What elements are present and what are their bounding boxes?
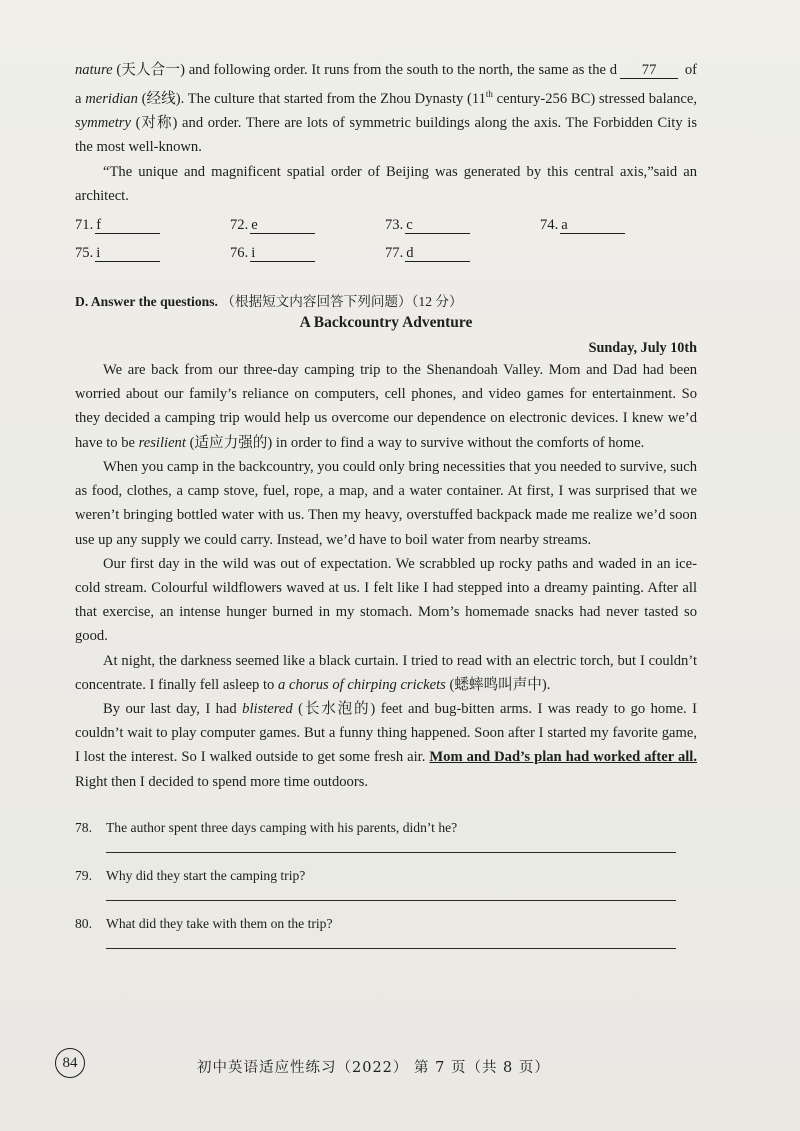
story-paragraph-3: Our first day in the wild was out of expectation. We scrabbled up rocky paths and waded in an ice-cold stream. Colourful wildflowers waved at us. I felt like I had stepped into a dreamy painting. After all that exercise, an intense hunger burned in my stomach. Mom’s homemade snacks had never tasted so good. bbox=[75, 555, 697, 645]
story-paragraph-1: We are back from our three-day camping trip to the Shenandoah Valley. Mom and Dad had been worried about our family’s reliance on computers, cell phones, and video games for entertainment. So they decided a camping trip would help us overcome our dependence on electronic devices. I knew we’d have to be resilient (适应力强的) in order to find a way to survive without the comforts of home. bbox=[75, 362, 697, 451]
question-78: 78. The author spent three days camping with his parents, didn’t he? bbox=[75, 819, 458, 835]
answer-71: 71. f bbox=[75, 217, 230, 234]
story-title: A Backcountry Adventure bbox=[299, 314, 473, 332]
story-date: Sunday, July 10th bbox=[588, 340, 697, 357]
question-80: 80. What did they take with them on the trip? bbox=[75, 915, 333, 931]
story-paragraph-2: When you camp in the backcountry, you could only bring necessities that you needed to survive, such as food, clothes, a camp stove, fuel, rope, a map, and a water container. At first, I was surprised that we weren’t bringing bottled water with us. Then my heavy, overstuffed backpack made me realize we’d soon use up any supply we could carry. Instead, we’d have to boil water from nearby streams. bbox=[75, 458, 698, 548]
answer-73: 73. c bbox=[385, 217, 540, 234]
question-79: 79. Why did they start the camping trip? bbox=[75, 867, 306, 883]
term-blistered: blistered bbox=[242, 700, 293, 717]
page-footer bbox=[55, 1048, 715, 1084]
answer-75: 75. i bbox=[75, 245, 230, 262]
term-chorus: a chorus of chirping crickets bbox=[278, 676, 446, 693]
passage-continuation: nature (天人合一) and following order. It runs from the south to the north, the same as the d 77 of a meridian (经线). The culture that started from the Zhou Dynasty (11th century-256 BC) stressed balance, symmetry (对称) and order. There are lots of symmetric buildings along the axis. The Forbidden City is the most well-known. bbox=[75, 62, 697, 156]
page-content bbox=[75, 58, 697, 949]
section-d-heading: D. Answer the questions. （根据短文内容回答下列问题）（12 分） bbox=[75, 294, 463, 310]
answer-line-79[interactable] bbox=[106, 900, 676, 901]
questions-block bbox=[75, 820, 697, 949]
footer-text: 初中英语适应性练习（2022） 第 7 页（共 8 页） bbox=[197, 1060, 550, 1076]
answer-74: 74. a bbox=[540, 217, 695, 234]
answer-row-2 bbox=[75, 245, 697, 262]
answer-76: 76. i bbox=[230, 245, 385, 262]
answer-line-80[interactable] bbox=[106, 948, 676, 949]
underlined-sentence: Mom and Dad’s plan had worked after all. bbox=[429, 749, 697, 766]
answer-line-78[interactable] bbox=[106, 852, 676, 853]
answer-row-1 bbox=[75, 217, 697, 234]
term-meridian: meridian bbox=[85, 91, 138, 108]
filled-blank-77: 77 bbox=[620, 62, 678, 79]
term-symmetry: symmetry bbox=[75, 115, 131, 132]
page-number-badge: 84 bbox=[55, 1048, 85, 1078]
passage-quote: “The unique and magnificent spatial order of Beijing was generated by this central axis,”said an architect. bbox=[75, 163, 697, 204]
answer-77: 77. d bbox=[385, 245, 540, 262]
term-resilient: resilient bbox=[138, 434, 186, 451]
answer-72: 72. e bbox=[230, 217, 385, 234]
term-nature: nature bbox=[75, 62, 113, 78]
story-paragraph-5: By our last day, I had blistered (长水泡的) feet and bug-bitten arms. I was ready to go home. I couldn’t wait to play computer games. But a funny thing happened. Soon after I started my favorite game, I lost the interest. So I walked outside to get some fresh air. Mom and Dad’s plan had worked after all. Right then I decided to spend more time outdoors. bbox=[75, 700, 698, 790]
story-paragraph-4: At night, the darkness seemed like a black curtain. I tried to read with an electric torch, but I couldn’t concentrate. I finally fell asleep to a chorus of chirping crickets (蟋蟀鸣叫声中). bbox=[75, 652, 697, 693]
